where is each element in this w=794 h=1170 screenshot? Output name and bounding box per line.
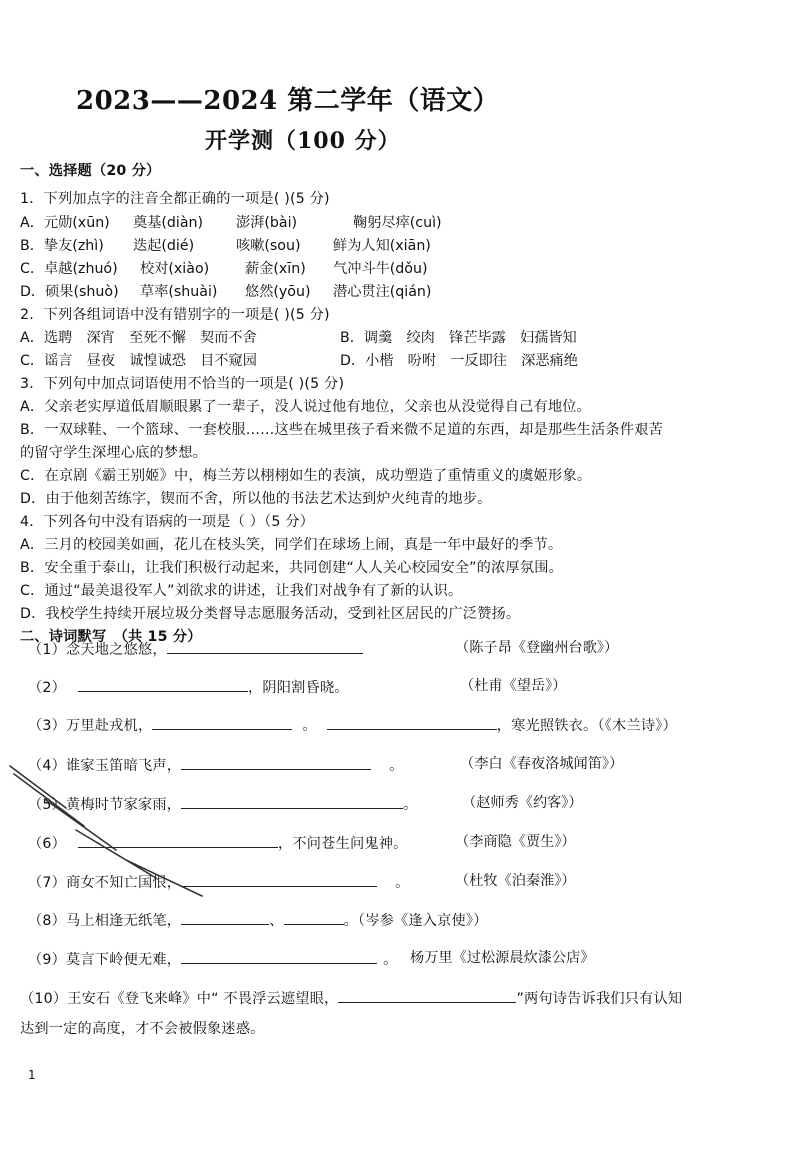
poem-3 [28, 715, 677, 735]
poem-7-source: （杜牧《泊秦淮》） [455, 873, 576, 889]
q2-option-b: B．调羹 绞肉 锋芒毕露 妇孺皆知 [340, 330, 577, 346]
answer-blank[interactable] [327, 715, 497, 730]
poem-4-source: （李白《春夜洛城闻笛》） [460, 756, 624, 772]
section-heading-poetry: 二、诗词默写 （共 15 分） [20, 629, 202, 645]
item-number: （1） [28, 642, 67, 658]
q1-option-a2: 奠基(diàn) [133, 215, 204, 231]
q4-option-a: A．三月的校园美如画，花儿在枝头笑，同学们在球场上闹，真是一年中最好的季节。 [20, 537, 563, 553]
separator: 、 [269, 913, 284, 929]
poem-8 [28, 910, 488, 930]
poem-1 [28, 639, 363, 659]
answer-blank[interactable] [181, 794, 403, 809]
item-number: （7） [28, 875, 67, 891]
item-number: （9） [28, 952, 67, 968]
item-number: （8） [28, 913, 67, 929]
exam-subtitle: 开学测（100 分） [205, 128, 401, 154]
poem-1-source: （陈子昂《登幽州台歌》） [455, 640, 619, 656]
q3-option-c: C．在京剧《霸王别姬》中，梅兰芳以栩栩如生的表演，成功塑造了重情重义的虞姬形象。 [20, 468, 592, 484]
q3-option-a: A．父亲老实厚道低眉顺眼累了一辈子，没人说过他有地位，父亲也从没觉得自己有地位。 [20, 399, 592, 415]
q1-option-d3: 悠然(yōu) [245, 284, 311, 300]
q1-option-c1: C．卓越(zhuó) [20, 261, 118, 277]
poem-5-source: （赵师秀《约客》） [462, 795, 583, 811]
q1-option-a4: 鞠躬尽瘁(cuì) [353, 215, 442, 231]
q1-option-c2: 校对(xiào) [140, 261, 210, 277]
line-after: 。 [383, 952, 398, 968]
q1-option-d2: 草率(shuài) [140, 284, 218, 300]
q1-option-b1: B．挚友(zhì) [20, 238, 104, 254]
q4-option-b: B．安全重于泰山，让我们积极行动起来，共同创建“人人关心校园安全”的浓厚氛围。 [20, 560, 563, 576]
q1-option-c3: 薪金(xīn) [245, 261, 306, 277]
item-number: （2） [28, 680, 67, 696]
answer-blank[interactable] [181, 872, 377, 887]
q1-option-d4: 潜心贯注(qián) [333, 284, 432, 300]
q2-option-c: C．谣言 昼夜 诚惶诚恐 目不窥园 [20, 353, 257, 369]
item-number: （5） [28, 797, 67, 813]
poem-9-source: 杨万里《过松源晨炊漆公店》 [410, 950, 595, 966]
q4-option-d: D．我校学生持续开展垃圾分类督导志愿服务活动，受到社区居民的广泛赞扬。 [20, 606, 521, 622]
answer-blank[interactable] [284, 910, 344, 925]
q1-option-b2: 迭起(dié) [133, 238, 195, 254]
poem-10-line2: 达到一定的高度，才不会被假象迷惑。 [20, 1021, 265, 1037]
q2-option-a: A．选聘 深宵 至死不懈 契而不舍 [20, 330, 257, 346]
q1-option-a1: A．元勋(xūn) [20, 215, 110, 231]
line-before: 万里赴戎机， [66, 718, 153, 734]
line-after: 。 [395, 875, 410, 891]
q3-option-b-line2: 的留守学生深埋心底的梦想。 [20, 445, 208, 461]
pen-scribble-mark [6, 760, 206, 900]
q1-option-c4: 气冲斗牛(dǒu) [333, 261, 428, 277]
poem-9 [28, 949, 398, 969]
line-before: 念天地之悠悠， [66, 642, 167, 658]
answer-blank[interactable] [152, 715, 292, 730]
q2-stem: 2．下列各组词语中没有错别字的一项是( )(5 分) [20, 307, 330, 323]
line-after: ，阴阳割昏晓。 [248, 680, 349, 696]
line-before: 黄梅时节家家雨， [66, 797, 182, 813]
separator: 。 [302, 718, 317, 734]
answer-blank[interactable] [78, 677, 248, 692]
line-before: 马上相逢无纸笔， [66, 913, 182, 929]
line-after: ，不问苍生问鬼神。 [278, 836, 408, 852]
q4-option-c: C．通过“最美退役军人”刘欲求的讲述，让我们对战争有了新的认识。 [20, 583, 463, 599]
q1-option-d1: D．硕果(shuò) [20, 284, 119, 300]
item-number: （4） [28, 758, 67, 774]
q1-option-b3: 咳嗽(sou) [236, 238, 301, 254]
q3-option-b-line1: B．一双球鞋、一个篮球、一套校服……这些在城里孩子看来微不足道的东西，却是那些生活条件艰苦 [20, 422, 663, 438]
item-number: （3） [28, 718, 67, 734]
line-before: 商女不知亡国恨， [66, 875, 182, 891]
q1-stem: 1．下列加点字的注音全都正确的一项是( )(5 分) [20, 191, 330, 207]
q3-option-d: D．由于他刻苦练字，锲而不舍，所以他的书法艺术达到炉火纯青的地步。 [20, 491, 492, 507]
answer-blank[interactable] [167, 639, 363, 654]
section-heading-choice: 一、选择题（20 分） [20, 163, 161, 179]
answer-blank[interactable] [181, 910, 269, 925]
poem-2 [28, 677, 349, 697]
answer-blank[interactable] [181, 949, 377, 964]
q4-stem: 4．下列各句中没有语病的一项是（ ）（5 分） [20, 514, 315, 530]
answer-blank[interactable] [338, 988, 516, 1003]
page-number: 1 [28, 1068, 36, 1082]
line-after: ”两句诗告诉我们只有认知 [516, 991, 683, 1007]
q1-option-b4: 鲜为人知(xiān) [333, 238, 431, 254]
answer-blank[interactable] [181, 755, 371, 770]
poem-10-line1 [20, 988, 682, 1008]
line-before: 谁家玉笛暗飞声， [66, 758, 182, 774]
q1-option-a3: 澎湃(bài) [236, 215, 298, 231]
line-after: 。（岑参《逢入京使》） [343, 913, 488, 929]
exam-title: 2023——2024 第二学年（语文） [76, 86, 500, 116]
line-before: （10）王安石《登飞来峰》中“ 不畏浮云遮望眼， [20, 991, 339, 1007]
line-after: 。 [403, 797, 418, 813]
line-before: 莫言下岭便无难， [66, 952, 182, 968]
line-after: ，寒光照铁衣。（《木兰诗》） [496, 718, 677, 734]
line-after: 。 [389, 758, 404, 774]
item-number: （6） [28, 836, 67, 852]
poem-6-source: （李商隐《贾生》） [455, 834, 576, 850]
q2-option-d: D．小楷 吩咐 一反即往 深恶痛绝 [340, 353, 578, 369]
q3-stem: 3．下列句中加点词语使用不恰当的一项是( )(5 分) [20, 376, 345, 392]
poem-2-source: （杜甫《望岳》） [460, 678, 567, 694]
